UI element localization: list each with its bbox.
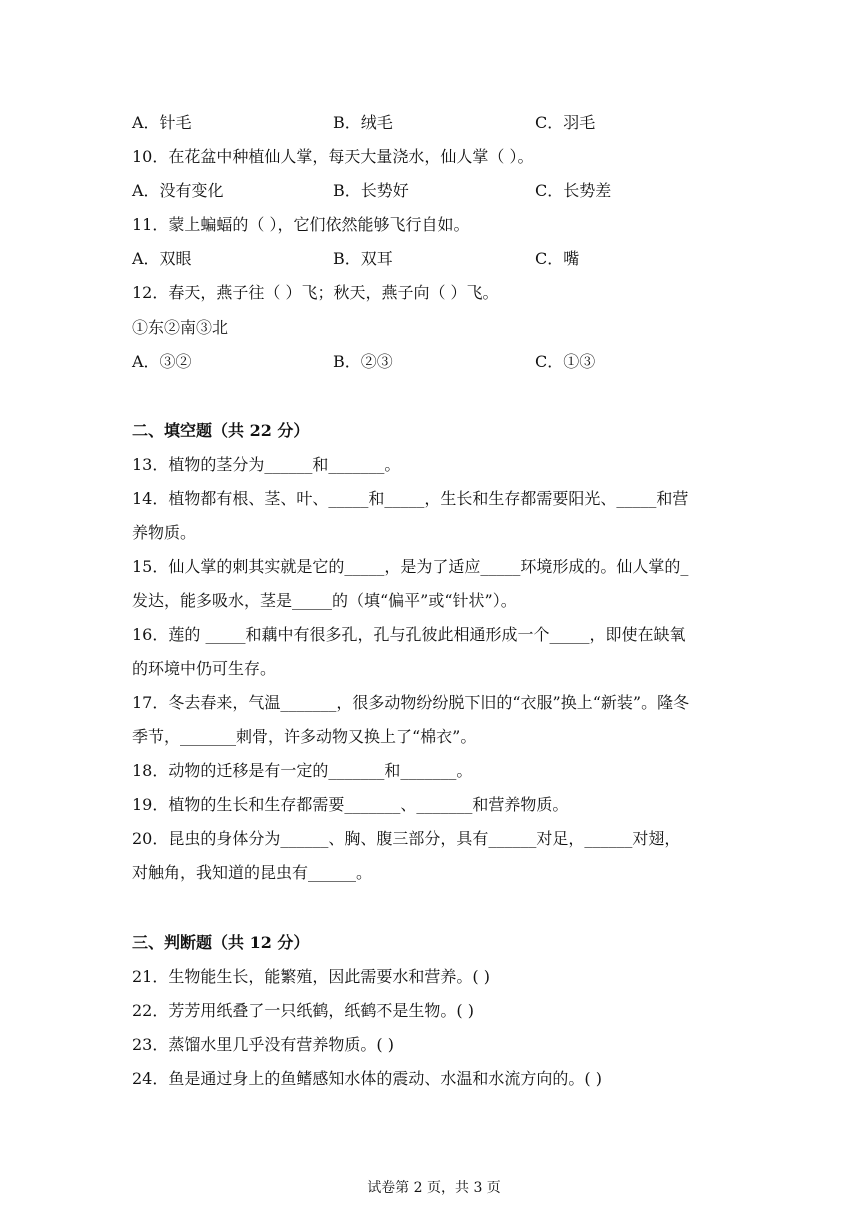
q12-stem: 12．春天，燕子往（ ）飞；秋天，燕子向（ ）飞。 [132,283,499,302]
fill-line: 13．植物的茎分为______和_______。 [132,455,401,474]
fill-line: 18．动物的迁移是有一定的_______和_______。 [132,761,473,780]
q12-option-c: C．①③ [535,352,596,371]
fill-line: 发达，能多吸水，茎是_____的（填“偏平”或“针状”）。 [132,591,517,610]
judge-line: 23．蒸馏水里几乎没有营养物质。( ) [132,1035,394,1054]
q11-option-b: B．双耳 [333,249,393,268]
judge-line: 24．鱼是通过身上的鱼鳍感知水体的震动、水温和水流方向的。( ) [132,1069,602,1088]
q9-option-c: C．羽毛 [535,113,596,132]
q12-option-a: A．③② [132,352,192,371]
fill-line: 17．冬去春来，气温_______，很多动物纷纷脱下旧的“衣服”换上“新装”。隆冬 [132,693,690,712]
fill-line: 14．植物都有根、茎、叶、_____和_____，生长和生存都需要阳光、_____和营 [132,489,689,508]
fill-line: 16．莲的 _____和藕中有很多孔，孔与孔彼此相通形成一个_____，即使在缺氧 [132,625,686,644]
q10-stem: 10．在花盆中种植仙人掌，每天大量浇水，仙人掌（ ）。 [132,147,534,166]
fill-line: 19．植物的生长和生存都需要_______、_______和营养物质。 [132,795,569,814]
fill-line: 对触角，我知道的昆虫有______。 [132,863,373,882]
q12-option-b: B．②③ [333,352,393,371]
q12-choices: ①东②南③北 [132,318,229,337]
fill-line: 15．仙人掌的刺其实就是它的_____，是为了适应_____环境形成的。仙人掌的_ [132,557,689,576]
q10-option-c: C．长势差 [535,181,612,200]
judge-line: 21．生物能生长，能繁殖，因此需要水和营养。( ) [132,967,490,986]
page-footer: 试卷第 2 页，共 3 页 [367,1180,501,1196]
section-heading-fill: 二、填空题（共 22 分） [132,421,310,440]
q9-option-a: A．针毛 [132,113,192,132]
fill-line: 养物质。 [132,523,197,542]
q11-stem: 11．蒙上蝙蝠的（ ），它们依然能够飞行自如。 [132,215,470,234]
q11-option-c: C．嘴 [535,249,580,268]
fill-line: 20．昆虫的身体分为______、胸、腹三部分，具有______对足，______对翅， [132,829,681,848]
q9-option-b: B．绒毛 [333,113,393,132]
fill-line: 季节，_______刺骨，许多动物又换上了“棉衣”。 [132,727,477,746]
q11-option-a: A．双眼 [132,249,192,268]
q10-option-b: B．长势好 [333,181,409,200]
section-heading-judge: 三、判断题（共 12 分） [132,933,310,952]
q10-option-a: A．没有变化 [132,181,224,200]
fill-line: 的环境中仍可生存。 [132,659,277,678]
judge-line: 22．芳芳用纸叠了一只纸鹤，纸鹤不是生物。( ) [132,1001,474,1020]
